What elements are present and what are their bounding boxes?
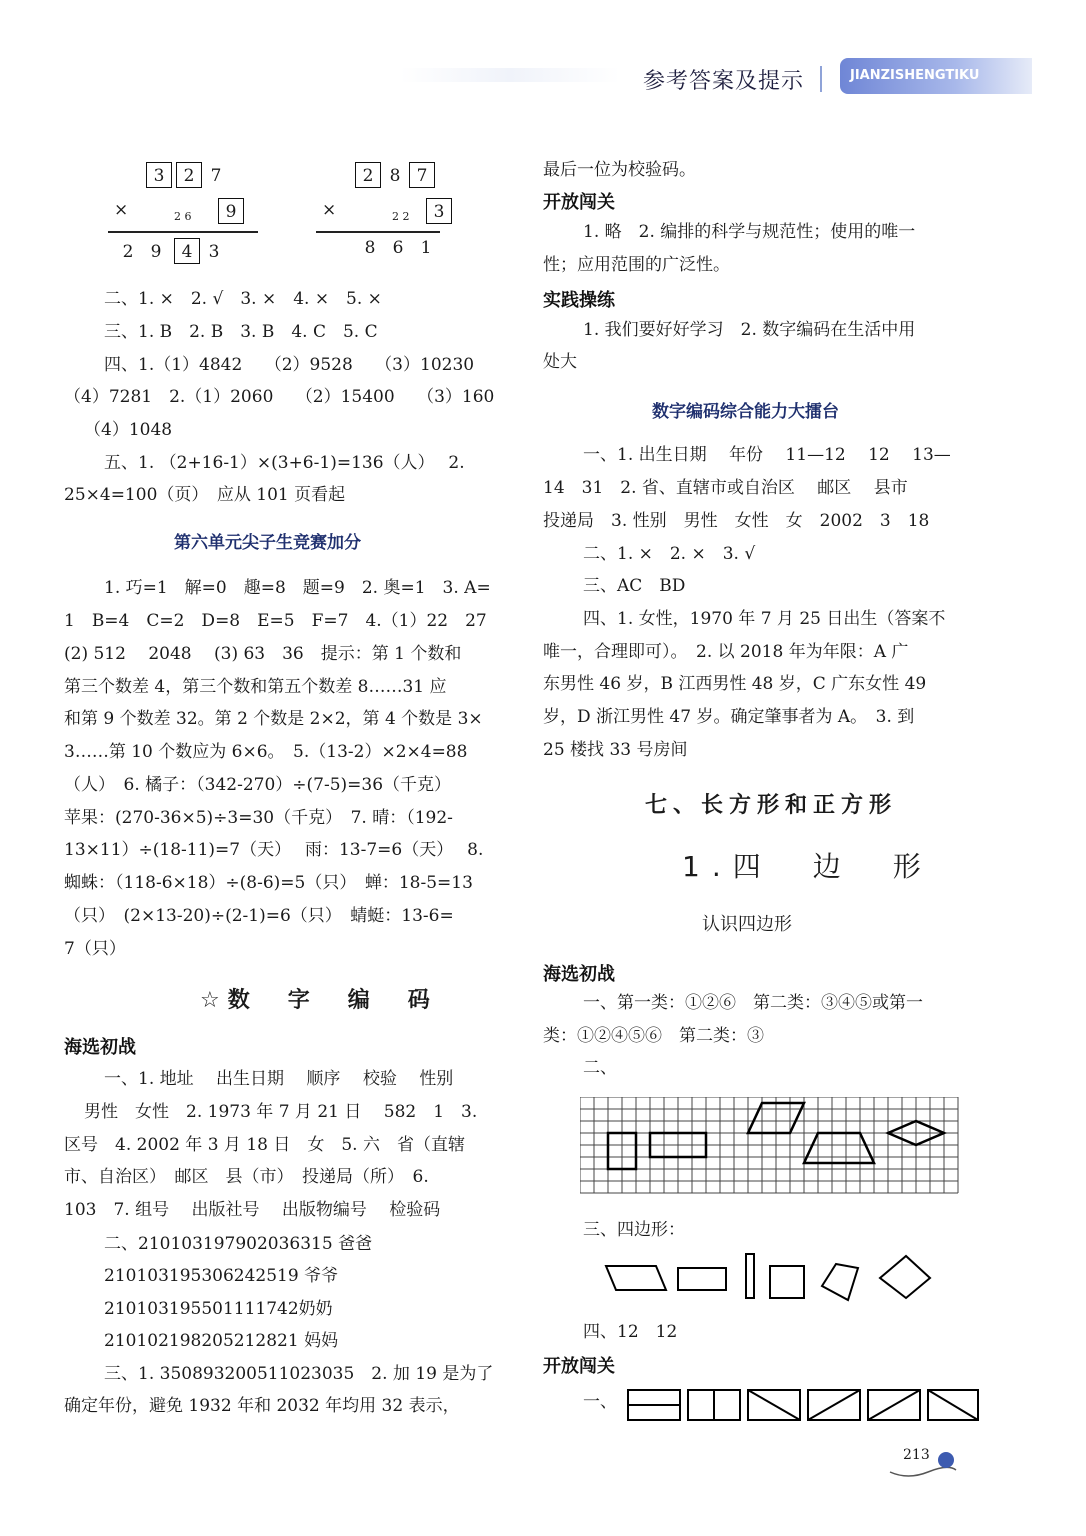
answer-line: 和第 9 个数差 32。第 2 个数是 2×2，第 4 个数是 3× bbox=[64, 709, 483, 729]
answer-line: 确定年份，避免 1932 年和 2032 年均用 32 表示， bbox=[64, 1396, 460, 1416]
answer-line: 二、210103197902036315 爸爸 bbox=[104, 1234, 373, 1254]
mult2-rule bbox=[316, 231, 440, 233]
digit: 1 bbox=[420, 238, 432, 258]
answer-line: 7（只） bbox=[64, 939, 126, 959]
answer-line: 一、第一类：①②⑥ 第二类：③④⑤或第一 bbox=[583, 993, 923, 1013]
answer-line: （只） (2×13-20)÷(2-1)=6（只） 蜻蜓：13-6= bbox=[64, 906, 454, 926]
section-title: 第六单元尖子生竞赛加分 bbox=[174, 533, 361, 553]
answer-line: 一、1. 出生日期 年份 11—12 12 13— bbox=[583, 445, 951, 465]
answer-line: 苹果：(270-36×5)÷3=30（千克） 7. 晴：（192- bbox=[64, 808, 453, 828]
answer-line: 一、 bbox=[583, 1392, 617, 1412]
answer-line: 1. 略 2. 编排的科学与规范性；使用的唯一 bbox=[583, 222, 916, 242]
mult2-carry: 2 2 bbox=[392, 210, 410, 223]
answer-line: 二、 bbox=[583, 1058, 617, 1078]
mult1-multiplier bbox=[218, 198, 244, 224]
header-decoration bbox=[400, 68, 620, 82]
answer-line: 四、12 12 bbox=[583, 1322, 678, 1342]
digit: 7 bbox=[210, 166, 222, 186]
answer-line: 第三个数差 4，第三个数和第五个数差 8……31 应 bbox=[64, 677, 447, 697]
square-divisions bbox=[624, 1386, 984, 1424]
subsection-title: 海选初战 bbox=[543, 964, 615, 985]
answer-line: 25 楼找 33 号房间 bbox=[543, 740, 688, 760]
digit-box: 7 bbox=[409, 162, 435, 188]
lesson-title: 1.四 边 形 bbox=[682, 850, 933, 883]
answer-line: 三、1. B 2. B 3. B 4. C 5. C bbox=[104, 322, 378, 342]
digit-box: 9 bbox=[218, 198, 244, 224]
answer-line: 唯一，合理即可）。 2. 以 2018 年为年限：A 广 bbox=[543, 642, 909, 662]
answer-line: 性；应用范围的广泛性。 bbox=[543, 255, 730, 275]
answer-line: 一、1. 地址 出生日期 顺序 校验 性别 bbox=[104, 1069, 454, 1089]
quadrilateral-grid bbox=[580, 1097, 960, 1197]
mult1-carry: 2 6 bbox=[174, 210, 192, 223]
digit: 6 bbox=[392, 238, 404, 258]
chapter-title: 七、长方形和正方形 bbox=[645, 793, 898, 818]
mult1-top bbox=[146, 162, 230, 188]
answer-line: 3……第 10 个数应为 6×6。 5.（13-2）×2×4=88 bbox=[64, 742, 468, 762]
answer-line: 投递局 3. 性别 男性 女性 女 2002 3 18 bbox=[543, 511, 930, 531]
answer-line: 二、1. × 2. √ 3. × 4. × 5. × bbox=[104, 289, 382, 309]
answer-line: 25×4=100（页） 应从 101 页看起 bbox=[64, 485, 346, 505]
subsection-title: 实践操练 bbox=[543, 290, 615, 311]
answer-line: 三、AC BD bbox=[583, 576, 686, 596]
lesson-subtitle: 认识四边形 bbox=[702, 914, 792, 935]
digit-box: 3 bbox=[426, 198, 452, 224]
mult2-result bbox=[356, 238, 440, 258]
answer-line: 210102198205212821 妈妈 bbox=[104, 1331, 339, 1351]
subsection-title: 开放闯关 bbox=[543, 1356, 615, 1377]
mult1-times: × bbox=[114, 200, 129, 220]
answer-line: 14 31 2. 省、直辖市或自治区 邮区 县市 bbox=[543, 478, 908, 498]
answer-line: 1 B=4 C=2 D=8 E=5 F=7 4.（1）22 27 bbox=[64, 611, 487, 631]
answer-line: 类：①②④⑤⑥ 第二类：③ bbox=[543, 1026, 764, 1046]
digit-box: 4 bbox=[174, 238, 200, 264]
answer-line: 103 7. 组号 出版社号 出版物编号 检验码 bbox=[64, 1200, 441, 1220]
answer-line: 四、1.（1）4842 （2）9528 （3）10230 bbox=[104, 355, 475, 375]
answer-line: 13×11）÷(18-11)=7（天） 雨：13-7=6（天） 8. bbox=[64, 840, 484, 860]
answer-line: 处大 bbox=[543, 352, 577, 372]
answer-line: 四、1. 女性，1970 年 7 月 25 日出生（答案不 bbox=[583, 609, 946, 629]
header-separator bbox=[820, 66, 822, 92]
subsection-title: 开放闯关 bbox=[543, 192, 615, 213]
quadrilateral-shapes bbox=[600, 1252, 940, 1312]
answer-line: （4）7281 2.（1）2060 （2）15400 （3）160 bbox=[64, 387, 495, 407]
answer-line: 岁，D 浙江男性 47 岁。确定肇事者为 A。 3. 到 bbox=[543, 707, 915, 727]
digit-box: 3 bbox=[146, 162, 172, 188]
answer-line: 五、1. （2+16-1）×(3+6-1)=136（人） 2. bbox=[104, 453, 465, 473]
answer-line: 二、1. × 2. × 3. √ bbox=[583, 544, 756, 564]
answer-line: 蜘蛛：（118-6×18）÷(8-6)=5（只） 蝉：18-5=13 bbox=[64, 873, 473, 893]
answer-line: 东男性 46 岁，B 江西男性 48 岁，C 广东女性 49 bbox=[543, 674, 927, 694]
header-title: 参考答案及提示 bbox=[643, 69, 805, 94]
answer-line: 三、四边形： bbox=[583, 1220, 685, 1240]
digit-box: 2 bbox=[355, 162, 381, 188]
mult2-multiplier bbox=[426, 198, 452, 224]
mult2-times: × bbox=[322, 200, 337, 220]
header-badge: JIANZISHENGTIKU bbox=[840, 58, 1032, 94]
section-title: ☆数 字 编 码 bbox=[200, 988, 438, 1013]
section-title: 数字编码综合能力大擂台 bbox=[652, 402, 839, 422]
answer-line: 210103195306242519 爷爷 bbox=[104, 1266, 339, 1286]
answer-line: (2) 512 2048 (3) 63 36 提示：第 1 个数和 bbox=[64, 644, 462, 664]
answer-line: （人） 6. 橘子：（342-270）÷(7-5)=36（千克） bbox=[64, 775, 452, 795]
mult2-top bbox=[355, 162, 435, 188]
page-ornament-icon bbox=[888, 1450, 958, 1480]
answer-line: 210103195501111742奶奶 bbox=[104, 1299, 333, 1319]
answer-line: 区号 4. 2002 年 3 月 18 日 女 5. 六 省（直辖 bbox=[64, 1135, 465, 1155]
digit: 2 bbox=[122, 242, 134, 262]
digit: 8 bbox=[364, 238, 376, 258]
page-number: 213 bbox=[903, 1447, 930, 1463]
digit: 3 bbox=[208, 242, 220, 262]
answer-line: 男性 女性 2. 1973 年 7 月 21 日 582 1 3. bbox=[84, 1102, 478, 1122]
answer-line: 1. 巧=1 解=0 趣=8 题=9 2. 奥=1 3. A= bbox=[104, 578, 491, 598]
answer-line: 三、1. 350893200511023035 2. 加 19 是为了 bbox=[104, 1364, 494, 1384]
answer-line: 1. 我们要好好学习 2. 数字编码在生活中用 bbox=[583, 320, 916, 340]
answer-line: 市、自治区） 邮区 县（市） 投递局（所） 6. bbox=[64, 1167, 429, 1187]
mult1-result bbox=[114, 238, 228, 264]
digit: 8 bbox=[389, 166, 401, 186]
subsection-title: 海选初战 bbox=[64, 1037, 136, 1058]
digit: 9 bbox=[150, 242, 162, 262]
answer-line: （4）1048 bbox=[84, 420, 173, 440]
digit-box: 2 bbox=[176, 162, 202, 188]
mult1-rule bbox=[108, 231, 258, 233]
answer-line: 最后一位为校验码。 bbox=[543, 160, 696, 180]
